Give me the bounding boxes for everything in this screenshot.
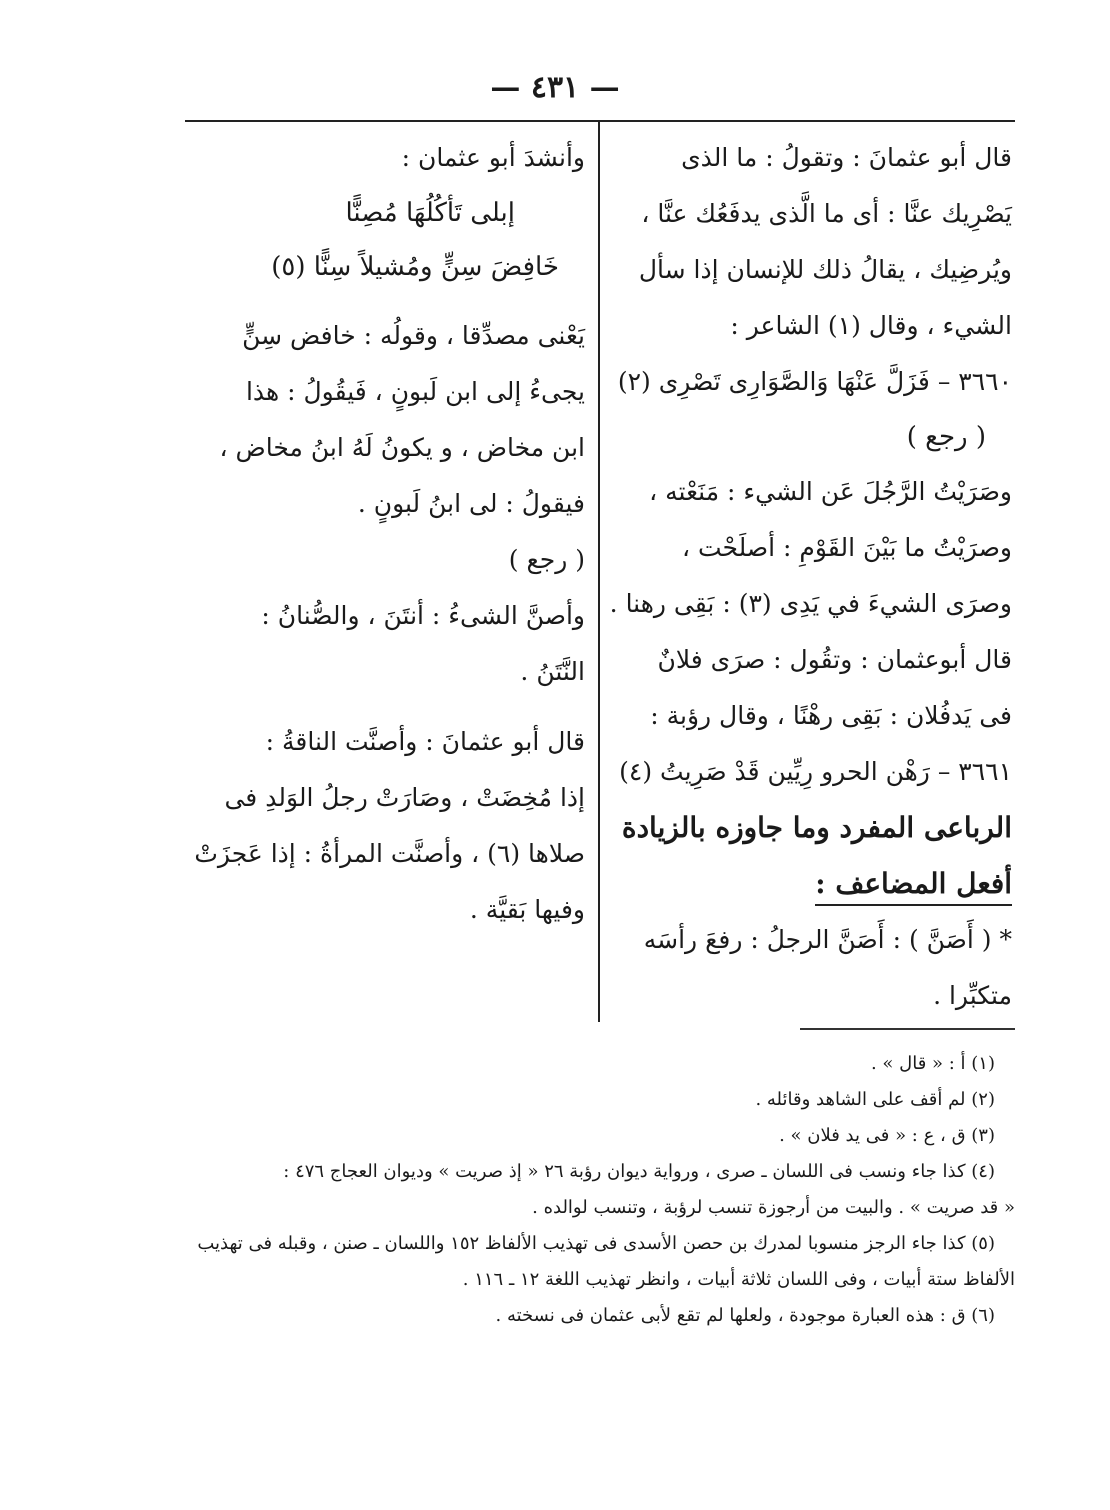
text-line: متكبِّرا . [933, 981, 1012, 1010]
text-line: ابن مخاض ، و يكونُ لَهُ ابنُ مخاض ، [219, 433, 585, 462]
subsection-heading-text: أفعل المضاعف : [815, 867, 1012, 906]
text-line: إذا مُخِضَتْ ، وصَارَتْ رجلُ الوَلدِ فى [224, 783, 585, 812]
footnote: (٤) كذا جاء ونسب فى اللسان ـ صرى ، ورواية ديوان رؤبة ٢٦ « إذ صريت » وديوان العجاج ٤٧٦ : [283, 1161, 995, 1182]
footnote: (١) أ : « قال » . [870, 1053, 995, 1074]
footnote-rule [800, 1028, 1015, 1030]
text-line: وفيها بَقيَّة . [469, 895, 585, 924]
text-line: وصرَيْتُ ما بَيْنَ القَوْمِ : أصلَحْت ، [681, 533, 1012, 562]
text-line: يَعْنى مصدِّقا ، وقولُه : خافض سِنٍّ [242, 321, 585, 350]
footnote: (٣) ق ، ع : « فى يد فلان » . [779, 1125, 995, 1146]
footnotes [185, 1046, 1015, 1334]
text-line: وأنشدَ أبو عثمان : [401, 143, 585, 172]
verse-line: ٣٦٦٠ – فَزَلَّ عَنْهَا وَالصَّوَارِى تَصْرِى (٢) [617, 367, 1012, 396]
text-line: قال أبو عثمانَ : وتقولُ : ما الذى [681, 143, 1012, 172]
text-line: * ( أَصَنَّ ) : أَصَنَّ الرجلُ : رفعَ رأسَه [643, 925, 1012, 954]
verse-line: ٣٦٦١ – رَهْن الحرو رِيِّين قَدْ صَرِيتُ (٤) [619, 757, 1012, 786]
text-line: قال أبوعثمان : وتقُول : صرَى فلانٌ [657, 645, 1012, 674]
column-divider [598, 122, 600, 1022]
section-heading: الرباعى المفرد وما جاوزه بالزيادة [621, 811, 1012, 844]
verse-line: إبلى تَأكُلُهَا مُصِنًّا [345, 198, 515, 228]
footnote: (٥) كذا جاء الرجز منسوبا لمدرك بن حصن الأسدى فى تهذيب الألفاظ ١٥٢ واللسان ـ صنن ، وقبله فى تهذيب [197, 1233, 995, 1254]
text-line: يَصْرِيك عنَّا : أى ما الَّذى يدفَعُك عنَّا ، [641, 199, 1012, 228]
header-rule [185, 120, 1015, 122]
text-line: فيقولُ : لى ابنُ لَبونٍ . [357, 489, 585, 518]
verse-line: خَافِضَ سِنٍّ ومُشيلاً سِنًّا (٥) [271, 252, 559, 282]
text-line: وأصنَّ الشىءُ : أنتَنَ ، والصُّنانُ : [261, 601, 585, 630]
text-line: النَّتَنُ . [520, 657, 585, 686]
footnote: (٢) لم أقف على الشاهد وقائله . [755, 1089, 995, 1110]
subsection-heading [612, 856, 1012, 912]
footnote: (٦) ق : هذه العبارة موجودة ، ولعلها لم تقع لأبى عثمان فى نسخته . [495, 1305, 995, 1326]
footnote-continuation: الألفاظ ستة أبيات ، وفى اللسان ثلاثة أبيات ، وانظر تهذيب اللغة ١٢ ـ ١١٦ . [462, 1269, 1015, 1290]
left-column [190, 130, 585, 938]
spacer [190, 700, 585, 714]
text-line: يجىءُ إلى ابن لَبونٍ ، فَيقُولُ : هذا [245, 377, 585, 406]
text-line: ويُرضِيك ، يقالُ ذلك للإنسان إذا سأل [638, 255, 1012, 284]
text-line: وصَرَيْتُ الرَّجُلَ عَن الشيء : مَنَعْته ، [649, 477, 1012, 506]
spacer [190, 294, 585, 308]
footnote-continuation: « قد صريت » . والبيت من أرجوزة تنسب لرؤبة ، وتنسب لوالده . [532, 1197, 1015, 1218]
text-line: قال أبو عثمانَ : وأصنَّت الناقةُ : [265, 727, 585, 756]
text-line: فى يَدفُلان : بَقِى رهْنًا ، وقال رؤبة : [650, 701, 1012, 730]
text-line: صلاها (٦) ، وأصنَّت المرأةُ : إذا عَجزَتْ [194, 839, 585, 868]
text-line: الشيء ، وقال (١) الشاعر : [730, 311, 1012, 340]
section-tag: ( رجع ) [906, 422, 986, 452]
text-line: وصرَى الشيءَ في يَدِى (٣) : بَقِى رهنا . [609, 589, 1012, 618]
right-column [609, 130, 1012, 1024]
page-number: — ٤٣١ — [490, 70, 620, 105]
section-tag: ( رجع ) [508, 545, 585, 574]
